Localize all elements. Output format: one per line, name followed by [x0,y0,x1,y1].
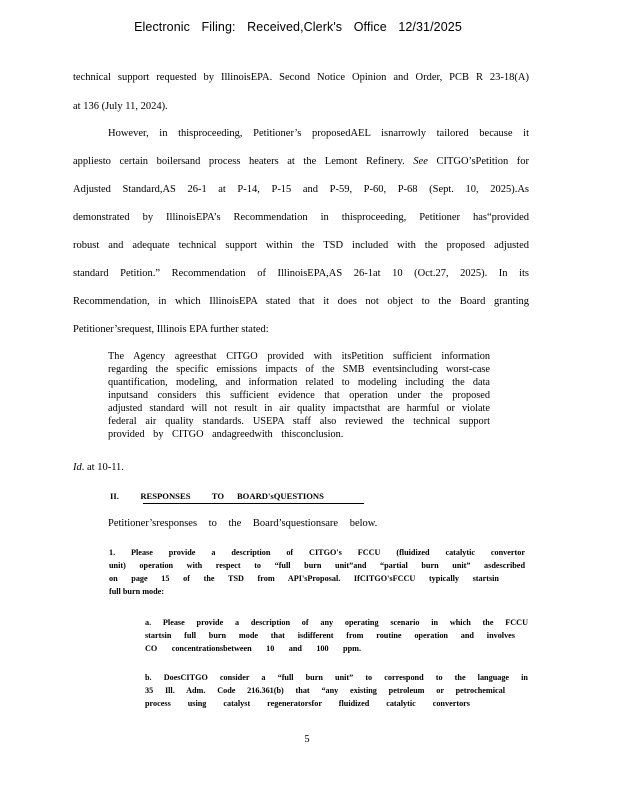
text-line: at 136 (July 11, 2024). [73,101,168,112]
question-line: 35 Ill. Adm. Code 216.361(b) that “any existing petroleum or petrochemical [145,686,505,695]
section-heading-text: II. RESPONSES TO BOARD'sQUESTIONS [110,491,324,501]
quote-line: quantification, modeling, and information related to modeling including the data [108,377,490,388]
quote-line: adjusted standard will not result in air quality impactsthat are harmful or violate [108,403,490,414]
text-line: appliesto certain boilersand process heaters at the Lemont Refinery. See CITGO’sPetition for [73,156,530,167]
question-line: on page 15 of the TSD from API'sProposal. IfCITGO'sFCCU typically startsin [109,574,499,583]
quote-line: provided by CITGO andagreedwith thisconclusion. [108,429,344,440]
text-line: Adjusted Standard,AS 26-1 at P-14, P-15 and P-59, P-60, P-68 (Sept. 10, 2025).As [73,184,529,195]
citation-id [73,462,529,473]
question-line: full burn mode: [109,587,165,596]
quote-line: regarding the specific emissions impacts of the SMB eventsincluding worst-case [108,364,490,375]
text-line: demonstrated by IllinoisEPA’s Recommendation in thisproceeding, Petitioner has“provided [73,212,529,223]
question-line: b. DoesCITGO consider a “full burn unit” to correspond to the language in [145,673,528,682]
question-line: CO concentrationsbetween 10 and 100 ppm. [145,644,361,653]
text-line: standard Petition.” Recommendation of IllinoisEPA,AS 26-1at 10 (Oct.27, 2025). In its [73,268,529,279]
quote-line: The Agency agreesthat CITGO provided with itsPetition sufficient information [108,351,490,362]
quote-line: inputsand considers this sufficient evidence that operation under the proposed [108,390,490,401]
citation-rest: . at 10-11. [81,462,124,473]
text-line: robust and adequate technical support within the TSD included with the proposed adjusted [73,240,529,251]
question-line: unit) operation with respect to “full burn unit”and “partial burn unit” asdescribed [109,561,525,570]
electronic-filing-header: Electronic Filing: Received,Clerk's Office 12/31/2025 [134,20,462,34]
text-line: Petitioner’sresponses to the Board’squestionsare below. [108,518,378,529]
heading-underline [143,503,364,504]
text-line: Petitioner’srequest, Illinois EPA further stated: [73,324,269,335]
text-line: technical support requested by IllinoisEPA. Second Notice Opinion and Order, PCB R 23-18(A) [73,72,529,83]
section-heading [110,491,364,501]
text-line: Recommendation, in which IllinoisEPA stated that it does not object to the Board granting [73,296,529,307]
question-line: process using catalyst regeneratorsfor fluidized catalytic convertors [145,699,470,708]
question-line: a. Please provide a description of any operating scenario in which the FCCU [145,618,528,627]
citation-id-italic: Id [73,462,82,473]
question-line: 1. Please provide a description of CITGO's FCCU (fluidized catalytic convertor [109,548,525,557]
question-line: startsin full burn mode that isdifferent from routine operation and involves [145,631,515,640]
quote-line: federal air quality standards. USEPA staff also reviewed the technical support [108,416,490,427]
text-line: However, in thisproceeding, Petitioner’s proposedAEL isnarrowly tailored because it [108,128,529,139]
see-signal: See [413,156,428,167]
page-number: 5 [304,734,310,745]
